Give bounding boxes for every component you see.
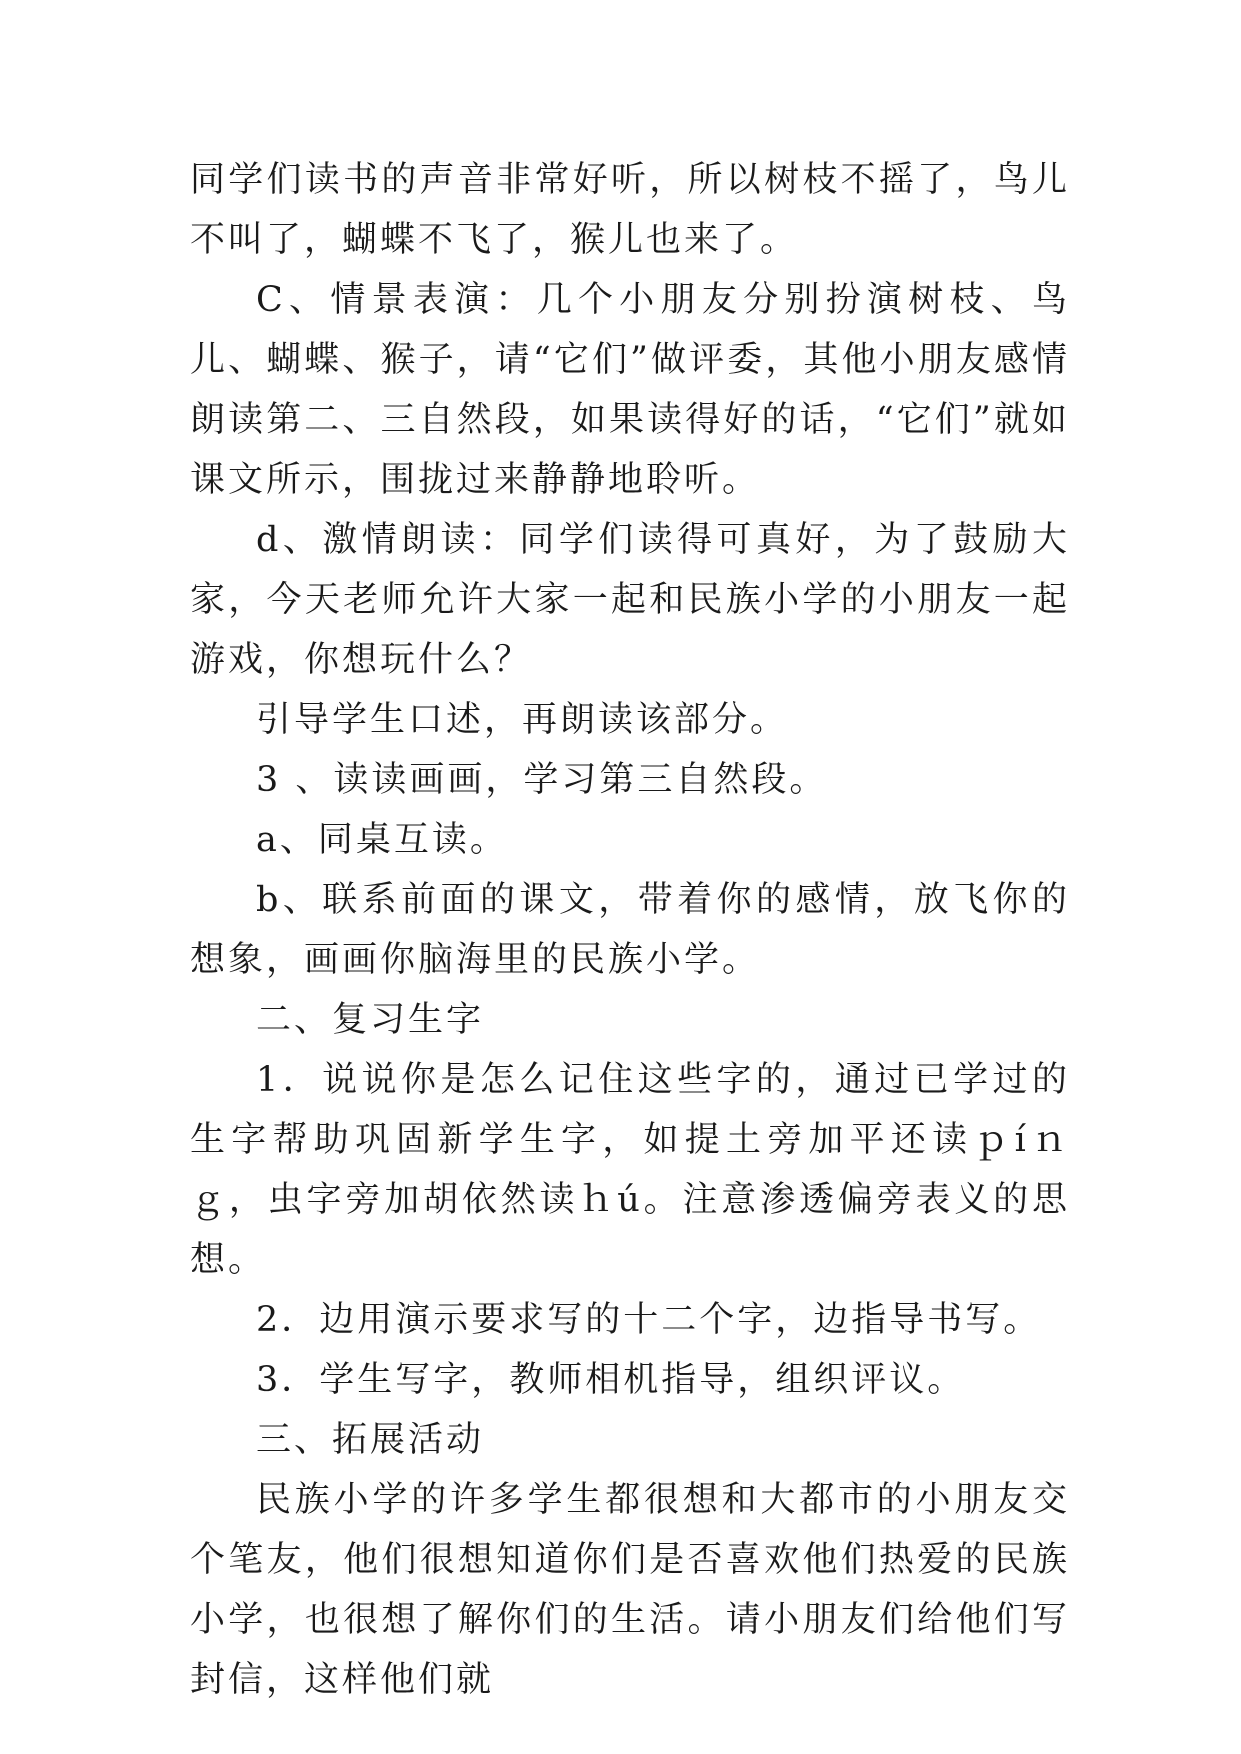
section-heading: 二、复习生字 bbox=[256, 1000, 485, 1040]
section-heading: 三、拓展活动 bbox=[256, 1420, 485, 1460]
paragraph: d、激情朗读：同学们读得可真好，为了鼓励大家，今天老师允许大家一起和民族小学的小朋友一起游戏，你想玩什么？ bbox=[190, 520, 1070, 680]
paragraph: 引导学生口述，再朗读该部分。 bbox=[256, 700, 789, 740]
paragraph: 3．学生写字，教师相机指导，组织评议。 bbox=[256, 1360, 966, 1400]
paragraph: 民族小学的许多学生都很想和大都市的小朋友交个笔友，他们很想知道你们是否喜欢他们热爱的民族小学，也很想了解你们的生活。请小朋友们给他们写封信，这样他们就 bbox=[190, 1480, 1070, 1700]
paragraph: b、联系前面的课文，带着你的感情，放飞你的想象，画画你脑海里的民族小学。 bbox=[190, 880, 1070, 980]
paragraph: a、同桌互读。 bbox=[256, 820, 508, 860]
paragraph: 同学们读书的声音非常好听，所以树枝不摇了，鸟儿不叫了，蝴蝶不飞了，猴儿也来了。 bbox=[190, 160, 1070, 260]
document-body bbox=[190, 150, 1070, 1710]
paragraph: C、情景表演：几个小朋友分别扮演树枝、鸟儿、蝴蝶、猴子，请“它们”做评委，其他小朋友感情朗读第二、三自然段，如果读得好的话，“它们”就如课文所示，围拢过来静静地聆听。 bbox=[190, 280, 1070, 500]
paragraph: 1．说说你是怎么记住这些字的，通过已学过的生字帮助巩固新学生字，如提土旁加平还读ｐíｎｇ，虫字旁加胡依然读ｈú。注意渗透偏旁表义的思想。 bbox=[190, 1060, 1070, 1280]
paragraph: 2．边用演示要求写的十二个字，边指导书写。 bbox=[256, 1300, 1042, 1340]
paragraph: 3 、读读画画，学习第三自然段。 bbox=[256, 760, 828, 800]
